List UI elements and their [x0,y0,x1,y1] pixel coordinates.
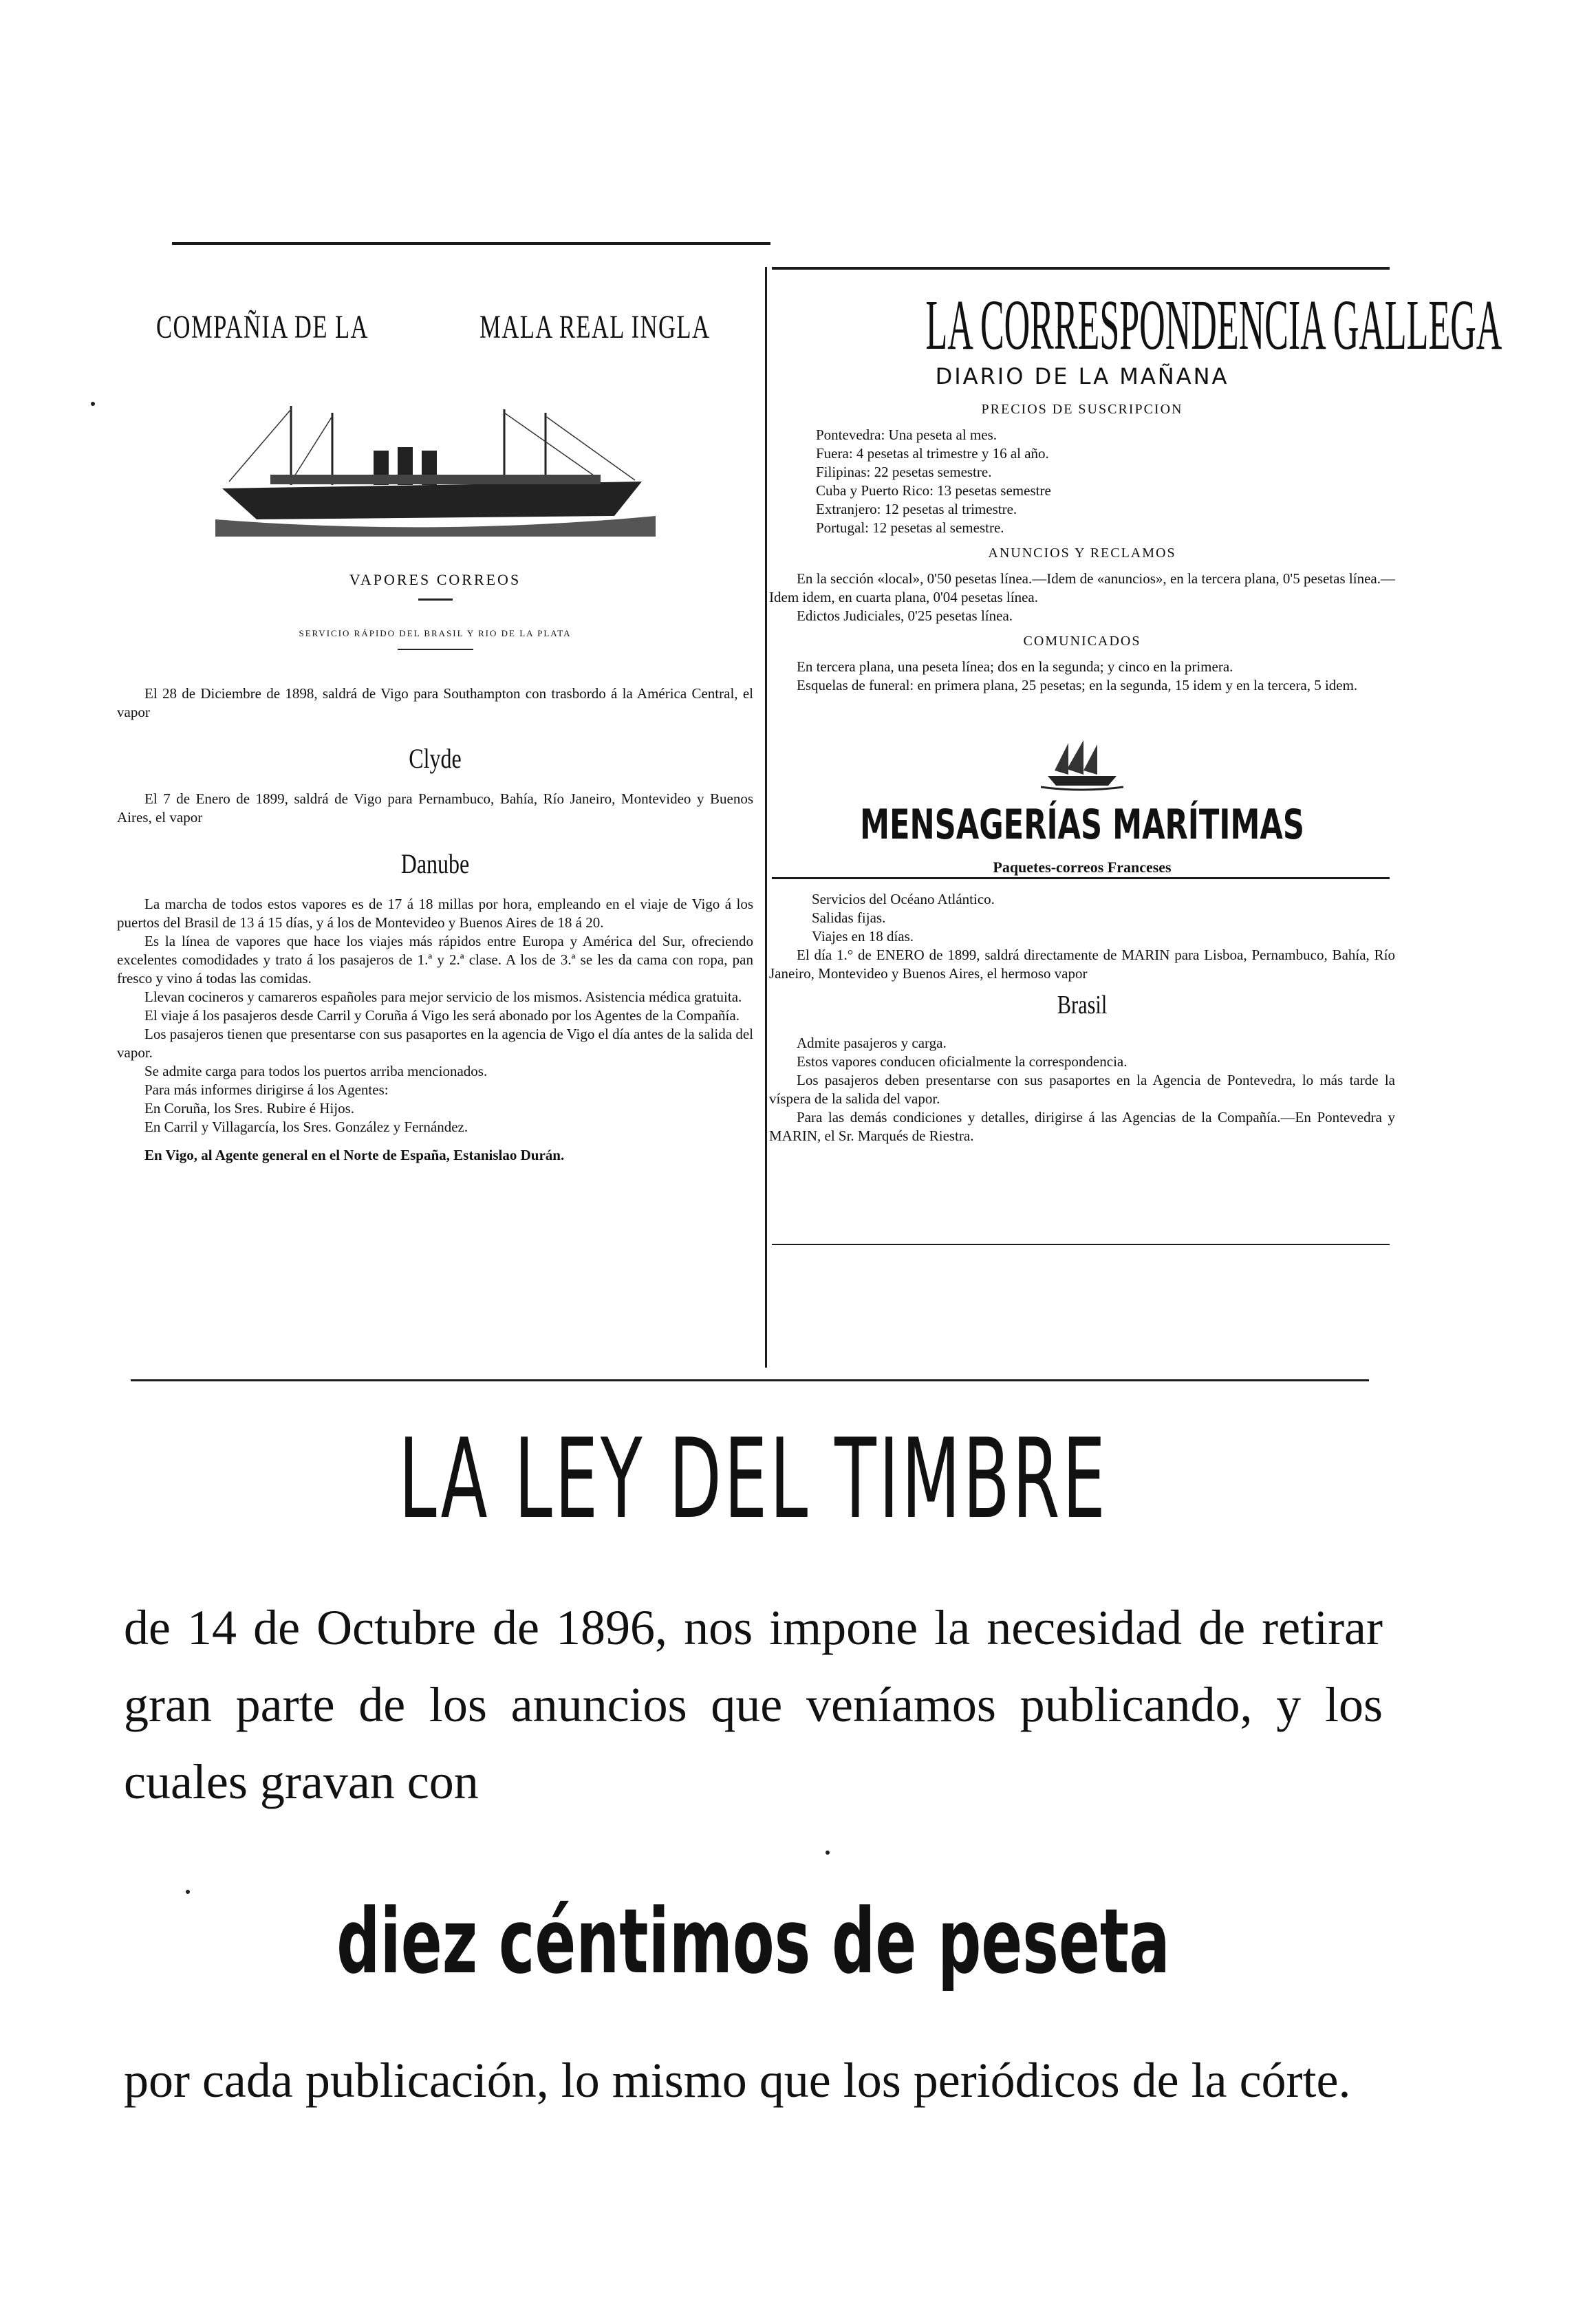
detail-line: En Carril y Villagarcía, los Sres. González y Fernández. [144,1119,468,1135]
ship-name-danube: Danube [400,848,470,879]
precios-list [769,426,1395,537]
sailing-ship-icon [1041,736,1123,791]
ley-del-timbre-notice [124,1414,1383,2119]
details-block [117,895,753,1136]
bottom-section-rule [131,1379,1369,1381]
ship-name-clyde: Clyde [409,743,462,774]
detail-line: El viaje á los pasajeros desde Carril y Coruña á Vigo les será abonado por los Agentes de la Compañía. [144,1007,740,1024]
detail-line: La marcha de todos estos vapores es de 17 á 18 millas por hora, empleando en el viaje de Vigo á los puertos del Brasil de 13 á 15 días, y á los de Montevideo y Buenos Aires de 18 á 20. [117,896,753,931]
scan-speck [91,402,95,406]
mm-line: Salidas fijas. [812,909,886,926]
servicio-label: SERVICIO RÁPIDO DEL BRASIL Y RIO DE LA PLATA [299,628,572,638]
diez-centimos-highlight: diez céntimos de peseta [336,1889,1170,1994]
top-rule-left [172,242,770,245]
precio-item: Portugal: 12 pesetas al semestre. [816,519,1004,536]
mala-real-header [117,289,753,365]
detail-line: Es la línea de vapores que hace los viajes más rápidos entre Europa y América del Sur, ofreciendo excelentes comodidades y trato á los pasajeros de 1.ª y 2.ª clase. A los de 3.ª se les da cama con ropa, pan fresco y vino á todas las comidas. [117,933,753,986]
anuncios-heading: ANUNCIOS Y RECLAMOS [988,546,1176,561]
mensagerias-lines [769,890,1395,946]
anuncios-text: En la sección «local», 0'50 pesetas línea.—Idem de «anuncios», en la tercera plana, 0'5 pesetas línea.—Idem idem, en cuarta plana, 0'04 pesetas línea. [769,570,1395,605]
detail-line: Llevan cocineros y camareros españoles para mejor servicio de los mismos. Asistencia médica gratuita. [144,989,742,1005]
header-right-text: MALA REAL INGLA [479,308,711,345]
detail-line: Los pasajeros tienen que presentarse con sus pasaportes en la agencia de Vigo el día antes de la salida del vapor. [117,1026,753,1061]
mala-real-advert [117,275,753,1165]
mm-tail-line: Los pasajeros deben presentarse con sus pasaportes en la Agencia de Pontevedra, lo más tarde la víspera de la salida del vapor. [769,1072,1395,1107]
top-rule-right [772,267,1390,270]
divider-line [398,649,473,650]
steamship-illustration-icon [215,399,656,537]
mm-line: Viajes en 18 días. [812,928,914,945]
precio-item: Cuba y Puerto Rico: 13 pesetas semestre [816,482,1051,499]
mm-line: Servicios del Océano Atlántico. [812,891,995,907]
mm-tail-line: Para las demás condiciones y detalles, dirigirse á las Agencias de la Compañía.—En Pontevedra y MARIN, el Sr. Marqués de Riestra. [769,1109,1395,1144]
scan-speck [826,1851,830,1855]
ship-name-brasil: Brasil [1057,991,1108,1020]
newspaper-subtitle: DIARIO DE LA MAÑANA [935,363,1229,389]
right-column [769,275,1502,1145]
detail-line: Se admite carga para todos los puertos arriba mencionados. [144,1063,488,1079]
sailing-paragraph-2: El 7 de Enero de 1899, saldrá de Vigo para Pernambuco, Bahía, Río Janeiro, Montevideo y Buenos Aires, el vapor [117,790,753,826]
mm-tail-line: Estos vapores conducen oficialmente la correspondencia. [797,1053,1128,1070]
mm-paragraph: El día 1.° de ENERO de 1899, saldrá directamente de MARIN para Lisboa, Pernambuco, Bahía, Río Janeiro, Montevideo y Buenos Aires, el hermoso vapor [769,947,1395,982]
comunicados-heading: COMUNICADOS [1023,634,1141,649]
precio-item: Extranjero: 12 pesetas al trimestre. [816,501,1017,517]
ley-text-2: por cada publicación, lo mismo que los periódicos de la córte. [124,2053,1351,2108]
ley-text-1: de 14 de Octubre de 1896, nos impone la necesidad de retirar gran parte de los anuncios que veníamos publicando, y los cuales gravan con [124,1600,1383,1809]
sailing-paragraph-1: El 28 de Diciembre de 1898, saldrá de Vigo para Southampton con trasbordo á la América Central, el vapor [117,685,753,720]
precios-heading: PRECIOS DE SUSCRIPCION [981,402,1183,417]
scan-speck [186,1890,190,1894]
detail-line: En Coruña, los Sres. Rubire é Hijos. [144,1100,355,1117]
comunicados-text: En tercera plana, una peseta línea; dos en la segunda; y cinco en la primera. [797,658,1233,675]
divider-dash [418,598,453,601]
precio-item: Pontevedra: Una peseta al mes. [816,427,997,443]
mm-tail-line: Admite pasajeros y carga. [797,1035,947,1051]
column-divider [765,267,767,1368]
agent-line: En Vigo, al Agente general en el Norte de España, Estanislao Durán. [144,1147,565,1163]
esquelas-text: Esquelas de funeral: en primera plana, 25 pesetas; en la segunda, 15 idem y en la tercera, 5 idem. [797,677,1358,693]
right-lower-rule [772,1244,1390,1245]
edictos-text: Edictos Judiciales, 0'25 pesetas línea. [797,607,1013,624]
ley-title: LA LEY DEL TIMBRE [398,1414,1108,1543]
vapores-correos-label: VAPORES CORREOS [349,571,521,588]
mensagerias-subtitle: Paquetes-correos Franceses [993,859,1172,876]
header-left-text: COMPAÑIA DE LA [156,308,369,345]
detail-line: Para más informes dirigirse á los Agentes: [144,1081,389,1098]
newspaper-title: LA CORRESPONDENCIA GALLEGA [925,285,1502,365]
precio-item: Fuera: 4 pesetas al trimestre y 16 al año. [816,445,1049,462]
mensagerias-title: MENSAGERÍAS MARÍTIMAS [860,801,1304,849]
precio-item: Filipinas: 22 pesetas semestre. [816,464,992,480]
